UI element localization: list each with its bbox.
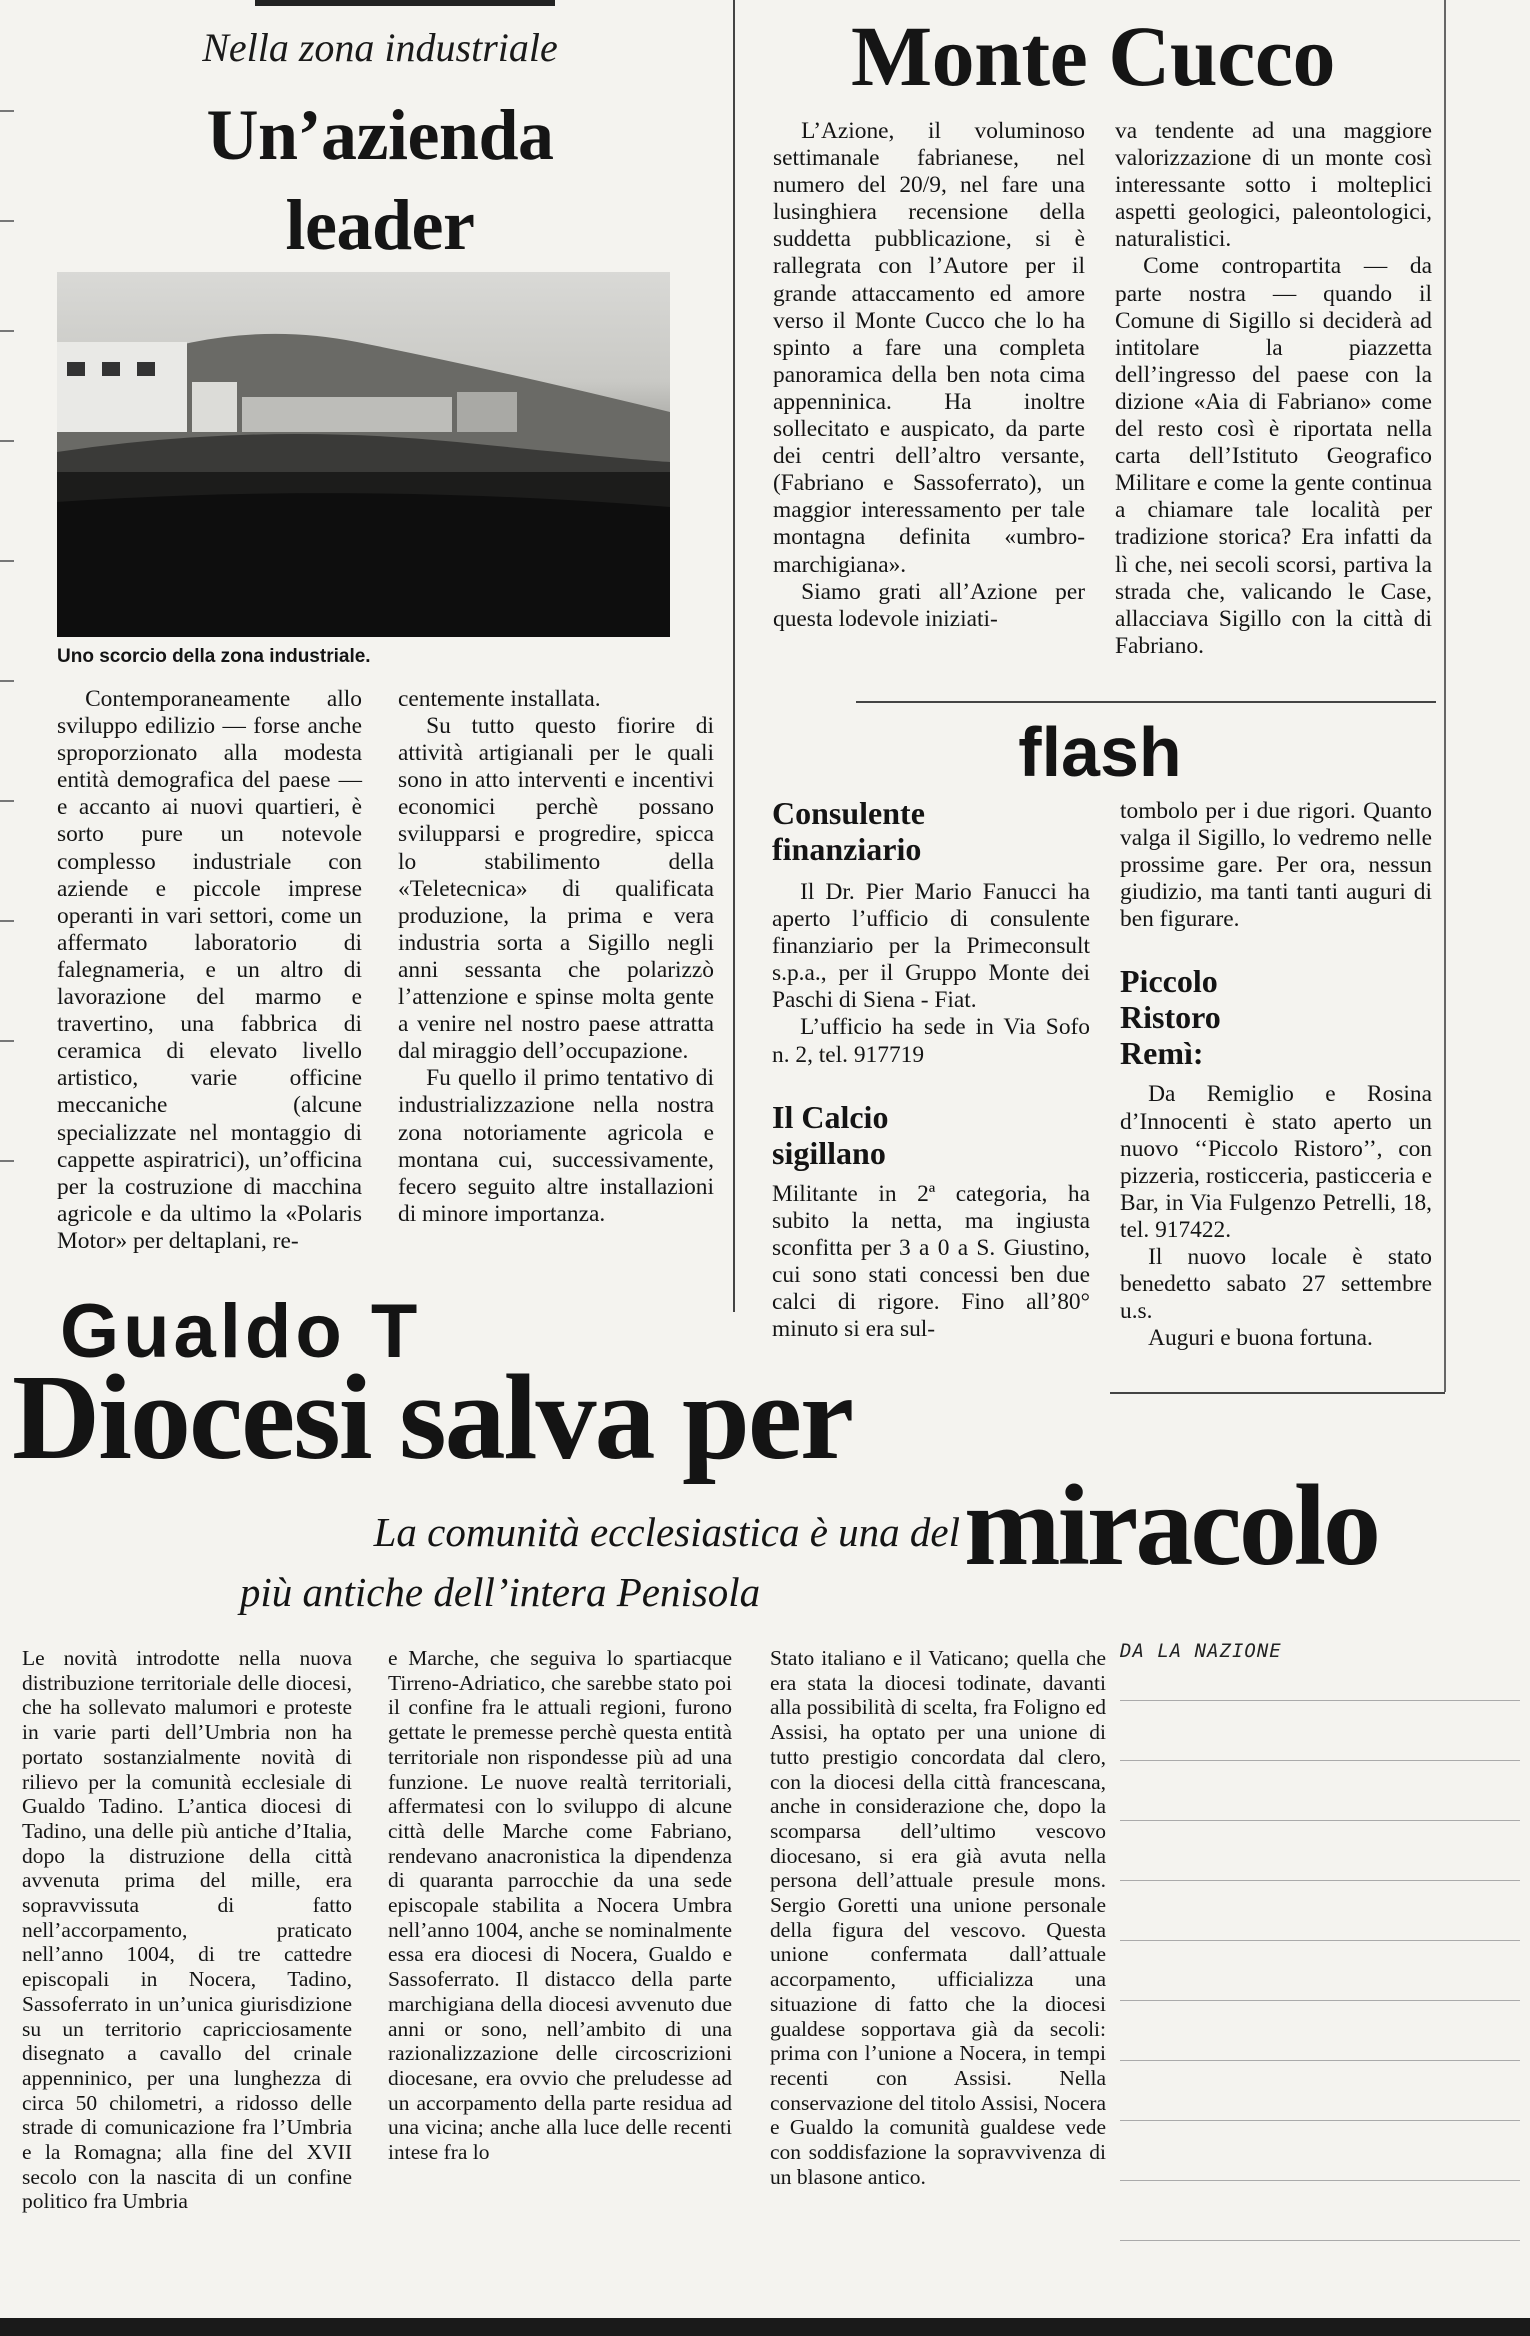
bottom-scan-edge xyxy=(0,2318,1530,2336)
headline-diocesi-line1: Diocesi salva per xyxy=(12,1350,853,1485)
top-edge-rule xyxy=(255,0,555,6)
ristoro-head-line3: Remì: xyxy=(1120,1035,1204,1072)
azienda-col1-p1: Contemporaneamente allo sviluppo edilizio — forse anche sproporzionato alla modesta entità demografica del paese — e accanto ai nuovi quartieri, è sorto pure un notevole complesso industriale con aziende e piccole imprese operanti in vari settori, come un affermato laboratorio di falegnameria, e un altro di lavorazione del marmo e travertino, una fabbrica di ceramica di elevato livello artistico, varie officine meccaniche (alcune specializzate nel montaggio di cappette aspiratrici), un’officina per la costruzione di macchina agricole e da ultimo la «Polaris Motor» per deltaplani, re- xyxy=(57,686,362,1254)
article-diocesi-col2 xyxy=(388,1646,732,2165)
ristoro-head-line2: Ristoro xyxy=(1120,999,1221,1036)
calcio-p1: Militante in 2ª categoria, ha subito la netta, ma ingiusta sconfitta per 3 a 0 a S. Giustino, cui sono stati concessi ben due calci di rigore. Fino all’80° minuto si era sul- xyxy=(772,1180,1090,1343)
consulente-head-line1: Consulente xyxy=(772,795,925,831)
headline-monte-cucco: Monte Cucco xyxy=(850,8,1336,104)
diocesi-col3-text: Stato italiano e il Vaticano; quella che era stata la diocesi todinate, davanti alla possibilità di scelta, fra Foligno ed Assisi, ha optato per una unione di tutto prestigio concordata dal clero, con la diocesi della città francescana, anche in considerazione che, dopo la scomparsa dell’ultimo vescovo diocesano, si era già avuta nella persona dell’attuale presule mons. Sergio Goretti una unione personale della figura del vescovo. Questa unione confermata dall’attuale accorpamento, ufficializza una situazione di fatto che la diocesi gualdese sopportava già da secoli: prima con l’unione a Nocera, in tempi recenti con Assisi. Nella conservazione del titolo Assisi, Nocera e Gualdo la comunità gualdese vede con soddisfazione la sopravvivenza di un blasone antico. xyxy=(770,1646,1106,2189)
industrial-zone-illustration xyxy=(57,272,670,637)
flash-left-column xyxy=(772,795,1090,1343)
consulente-body xyxy=(772,879,1090,1069)
diocesi-col1-text: Le novità introdotte nella nuova distribuzione territoriale delle diocesi, che ha sollevato malumori e proteste in varie parti dell’Umbria non ha portato sostanzialmente novità di rilievo per la comunità ecclesiale di Gualdo Tadino. L’antica diocesi di Tadino, una delle più antiche d’Italia, dopo la distruzione della città avvenuta prima del mille, era sopravvissuta di fatto nell’accorpamento, praticato nell’anno 1004, di tre cattedre episcopali in Nocera, Tadino, Sassoferrato in un’unica giurisdizione su un territorio capricciosamente disegnato a cavallo del crinale appenninico, per una lunghezza di circa 50 chilometri, a ridosso delle strade di comunicazione fra l’Umbria e la Romagna; alla fine del XVII secolo con la nascita di un confine politico fra Umbria xyxy=(22,1646,352,2214)
industrial-zone-photo xyxy=(57,272,670,637)
consulente-head-line2: finanziario xyxy=(772,831,922,867)
article-monte-cucco-col1 xyxy=(773,118,1085,633)
column-divider-main xyxy=(733,0,735,1312)
subtitle-line2: più antiche dell’intera Penisola xyxy=(239,1569,761,1615)
flash-bottom-rule xyxy=(1110,1392,1445,1394)
photo-caption: Uno scorcio della zona industriale. xyxy=(57,646,371,667)
headline-azienda-line2: leader xyxy=(285,185,475,265)
azienda-col2-p1: centemente installata. xyxy=(398,686,601,712)
article-diocesi-col1 xyxy=(22,1646,352,2214)
ristoro-p3: Auguri e buona fortuna. xyxy=(1148,1325,1373,1352)
azienda-col2-p3: Fu quello il primo tentativo di industrializzazione nella nostra zona notoriamente agricola e montana cui, successivamente, fecero seguito altre installazioni di minore importanza. xyxy=(398,1065,714,1227)
ristoro-p2: Il nuovo locale è stato benedetto sabato 27 settembre u.s. xyxy=(1120,1244,1432,1325)
flash-title: flash xyxy=(1018,713,1182,791)
calcio-body xyxy=(772,1181,1090,1344)
kicker-zona-industriale: Nella zona industriale xyxy=(202,25,558,70)
calcio-continued xyxy=(1120,798,1432,933)
consulente-p2: L’ufficio ha sede in Via Sofo n. 2, tel. 917719 xyxy=(772,1014,1090,1068)
article-diocesi-col3 xyxy=(770,1646,1106,2189)
flash-top-rule xyxy=(856,701,1436,703)
diocesi-col2-text: e Marche, che seguiva lo spartiacque Tirreno-Adriatico, che sarebbe stato poi il confine fra le attuali regioni, furono gettate le premesse perchè questa entità territoriale non rispondesse più ad una funzione. Le nuove realtà territoriali, affermatesi con lo sviluppo di alcune città delle Marche come Fabriano, rendevano anacronistica la dipendenza di quaranta parrocchie da una sede episcopale stabilita a Nocera Umbra nell’anno 1004, anche se nominalmente essa era diocesi di Nocera, Gualdo e Sassoferrato. Il distacco della parte marchigiana della diocesi avvenuto due anni or sono, nell’ambito di una razionalizzazione delle circoscrizioni diocesane, era ovvio che preludesse ad un accorpamento della parte residua ad una vicina; anche alla luce delle recenti intese fra lo xyxy=(388,1646,732,2165)
source-note-handwritten: DA LA NAZIONE xyxy=(1120,1640,1282,1662)
azienda-col2-p2: Su tutto questo fiorire di attività artigianali per le quali sono in atto interventi e incentivi economici perchè possano svilupparsi e progredire, spicca lo stabilimento della «Teletecnica» di qualificata produzione, la prima e vera industria sorta a Sigillo negli anni sessanta che polarizzò l’attenzione e spinse molta gente a venire nel nostro paese attratta dal miraggio dell’occupazione. xyxy=(398,713,714,1065)
calcio-cont-p1: tombolo per i due rigori. Quanto valga il Sigillo, lo vedremo nelle prossime gare. Per ora, nessun giudizio, ma tanti tanti auguri di ben figurare. xyxy=(1120,798,1432,933)
calcio-head-line2: sigillano xyxy=(772,1134,886,1171)
article-azienda-col1 xyxy=(57,686,362,1255)
article-monte-cucco-col2 xyxy=(1115,118,1432,660)
headline-azienda-line1: Un’azienda xyxy=(206,95,554,175)
monte-cucco-col1-p1: L’Azione, il voluminoso settimanale fabrianese, nel numero del 20/9, nel fare una lusinghiera recensione della suddetta pubblicazione, si è rallegrata con l’Autore per il grande attaccamento ed amore verso il Monte Cucco che lo ha spinto a fare una completa panoramica della ben nota cima appenninica. Ha inoltre sollecitato e auspicato, da parte dei centri dell’altro versante, (Fabriano e Sassoferrato), un maggior interessamento per tale montagna definita «umbro-marchigiana». xyxy=(773,118,1085,578)
monte-cucco-col1-p2: Siamo grati all’Azione per questa lodevole iniziati- xyxy=(773,578,1085,632)
consulente-p1: Il Dr. Pier Mario Fanucci ha aperto l’ufficio di consulente finanziario per la Primeconsult s.p.a., per il Gruppo Monte dei Paschi di Siena - Fiat. xyxy=(772,879,1090,1014)
banner-gualdo: Gualdo T xyxy=(60,1289,422,1374)
flash-right-column xyxy=(1120,798,1432,1352)
headline-diocesi-line2: miracolo xyxy=(964,1462,1379,1590)
calcio-head-line1: Il Calcio xyxy=(772,1098,889,1135)
monte-cucco-col2-p2: Come contropartita — da parte nostra — quando il Comune di Sigillo si deciderà ad intitolare la piazzetta dell’ingresso del paese con la dizione «Aia di Fabriano» come del resto così è riportata nella carta dell’Istituto Geografico Militare e come la gente continua a chiamare tale località per tradizione storica? Era infatti da lì che, nei secoli scorsi, partiva la strada che, valicando le Case, allacciava Sigillo con la città di Fabriano. xyxy=(1115,253,1432,659)
ristoro-p1: Da Remiglio e Rosina d’Innocenti è stato aperto un nuovo ‘‘Piccolo Ristoro’’, con pizzeria, rosticceria, pasticceria e Bar, in Via Fulgenzo Petrelli, 18, tel. 917422. xyxy=(1120,1081,1432,1243)
ristoro-body xyxy=(1120,1081,1432,1352)
ristoro-head-line1: Piccolo xyxy=(1120,963,1218,1000)
monte-cucco-col2-p1: va tendente ad una maggiore valorizzazione di un monte così interessante sotto i molteplici aspetti geologici, paleontologici, naturalistici. xyxy=(1115,118,1432,253)
column-divider-far-right xyxy=(1444,0,1446,1392)
subtitle-line1: La comunità ecclesiastica è una del xyxy=(373,1509,960,1555)
article-azienda-col2 xyxy=(398,686,714,1228)
